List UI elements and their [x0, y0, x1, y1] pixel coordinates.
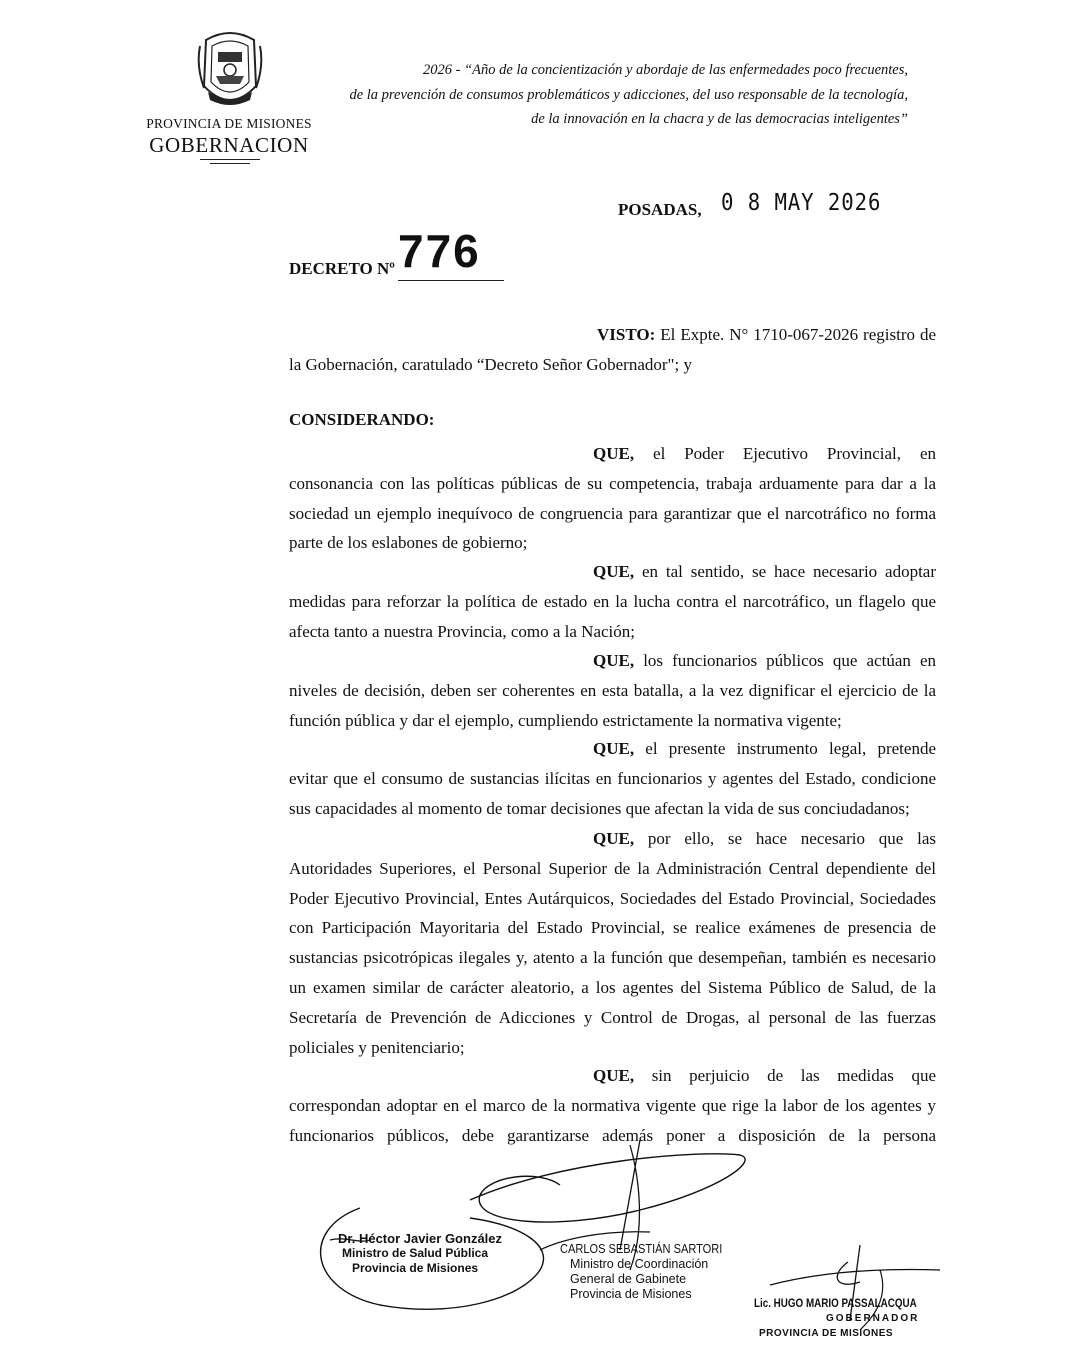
considerando-paragraph	[289, 734, 936, 823]
que-label: QUE,	[593, 651, 635, 670]
considerando-paragraph	[289, 646, 936, 735]
paragraph-text: el presente instrumento legal, pretende evitar que el consumo de sustancias ilícitas en funcionarios y agentes del Estado, condicione sus capacidades al momento de tomar decisiones que afectan la vida de sus conciudadanos;	[289, 739, 936, 818]
que-label: QUE,	[593, 1066, 635, 1085]
que-label: QUE,	[593, 739, 635, 758]
visto-paragraph	[289, 320, 936, 380]
considerando-paragraph	[289, 1061, 936, 1150]
que-label: QUE,	[593, 562, 635, 581]
date-stamp: 0 8 MAY 2026	[721, 190, 882, 216]
signature-block-governor	[754, 1296, 944, 1341]
visto-text: El Expte. N° 1710-067-2026 registro de la Gobernación, caratulado “Decreto Señor Gobernador"; y	[289, 325, 937, 374]
considerando-paragraph	[289, 439, 936, 558]
visto-label: VISTO:	[597, 325, 656, 344]
signatory-role: Ministro de Salud Pública	[342, 1246, 489, 1260]
signatory-name: Dr. Héctor Javier González	[338, 1231, 503, 1246]
decree-label: DECRETO Nº	[289, 259, 395, 278]
considerando-heading: CONSIDERANDO:	[289, 410, 435, 429]
paragraph-text: sin perjuicio de las medidas que correspondan adoptar en el marco de la normativa vigente que rige la labor de los agentes y funcionarios públicos, debe garantizarse además poner a disposición de la persona	[289, 1066, 937, 1145]
signatory-org: Provincia de Misiones	[570, 1287, 692, 1301]
considerando-paragraph	[289, 557, 936, 646]
paragraph-text: en tal sentido, se hace necesario adoptar medidas para reforzar la política de estado en la lucha contra el narcotráfico, un flagelo que afecta tanto a nuestra Provincia, como a la Nación;	[289, 562, 937, 641]
paragraph-text: por ello, se hace necesario que las Autoridades Superiores, el Personal Superior de la Administración Central dependiente del Poder Ejecutivo Provincial, Entes Autárquicos, Sociedades del Estado Provincial, Sociedades con Participación Mayoritaria del Estado Provincial, se realice exámenes de presencia de sustancias psicotrópicas ilegales y, atento a la función que desempeñan, también es necesario un examen similar de carácter aleatorio, a los agentes del Sistema Público de Salud, de la Secretaría de Prevención de Adicciones y Control de Drogas, al personal de las fuerzas policiales y penitenciario;	[289, 829, 937, 1057]
signatory-name: CARLOS SEBASTIÁN SARTORI	[560, 1241, 723, 1256]
signatory-org: PROVINCIA DE MISIONES	[759, 1328, 894, 1339]
motto-line: 2026 - “Año de la concientización y abordaje de las enfermedades poco frecuentes,	[423, 62, 908, 78]
place: POSADAS,	[618, 200, 702, 219]
motto-line: de la innovación en la chacra y de las democracias inteligentes”	[531, 111, 908, 127]
provincia-de-misiones-seal-icon	[196, 26, 264, 112]
decree-number-underline	[398, 280, 504, 281]
header-divider	[200, 159, 260, 160]
considerando-paragraph	[289, 824, 936, 1062]
province-name: PROVINCIA DE MISIONES	[146, 116, 312, 131]
signature-block-health-minister	[338, 1231, 508, 1276]
decree-number: 776	[398, 225, 481, 277]
signatory-name: Lic. HUGO MARIO PASSALACQUA	[754, 1296, 917, 1310]
signature-block-cabinet-minister	[560, 1241, 740, 1302]
que-label: QUE,	[593, 829, 635, 848]
office-title: GOBERNACION	[149, 133, 309, 157]
que-label: QUE,	[593, 444, 635, 463]
header-divider	[210, 163, 250, 164]
signatory-org: Provincia de Misiones	[352, 1261, 479, 1275]
signatory-role: GOBERNADOR	[826, 1313, 920, 1324]
motto-line: de la prevención de consumos problemáticos y adicciones, del uso responsable de la tecnología,	[349, 87, 908, 103]
paragraph-text: el Poder Ejecutivo Provincial, en consonancia con las políticas públicas de su competencia, trabaja arduamente para dar a la sociedad un ejemplo inequívoco de congruencia para garantizar que el narcotráfico no forma parte de los eslabones de gobierno;	[289, 444, 937, 553]
signatory-role: Ministro de Coordinación General de Gabinete	[570, 1257, 709, 1286]
paragraph-text: los funcionarios públicos que actúan en niveles de decisión, deben ser coherentes en esta batalla, a la vez dignificar el ejercicio de la función pública y dar el ejemplo, cumpliendo estrictamente la normativa vigente;	[289, 651, 937, 730]
